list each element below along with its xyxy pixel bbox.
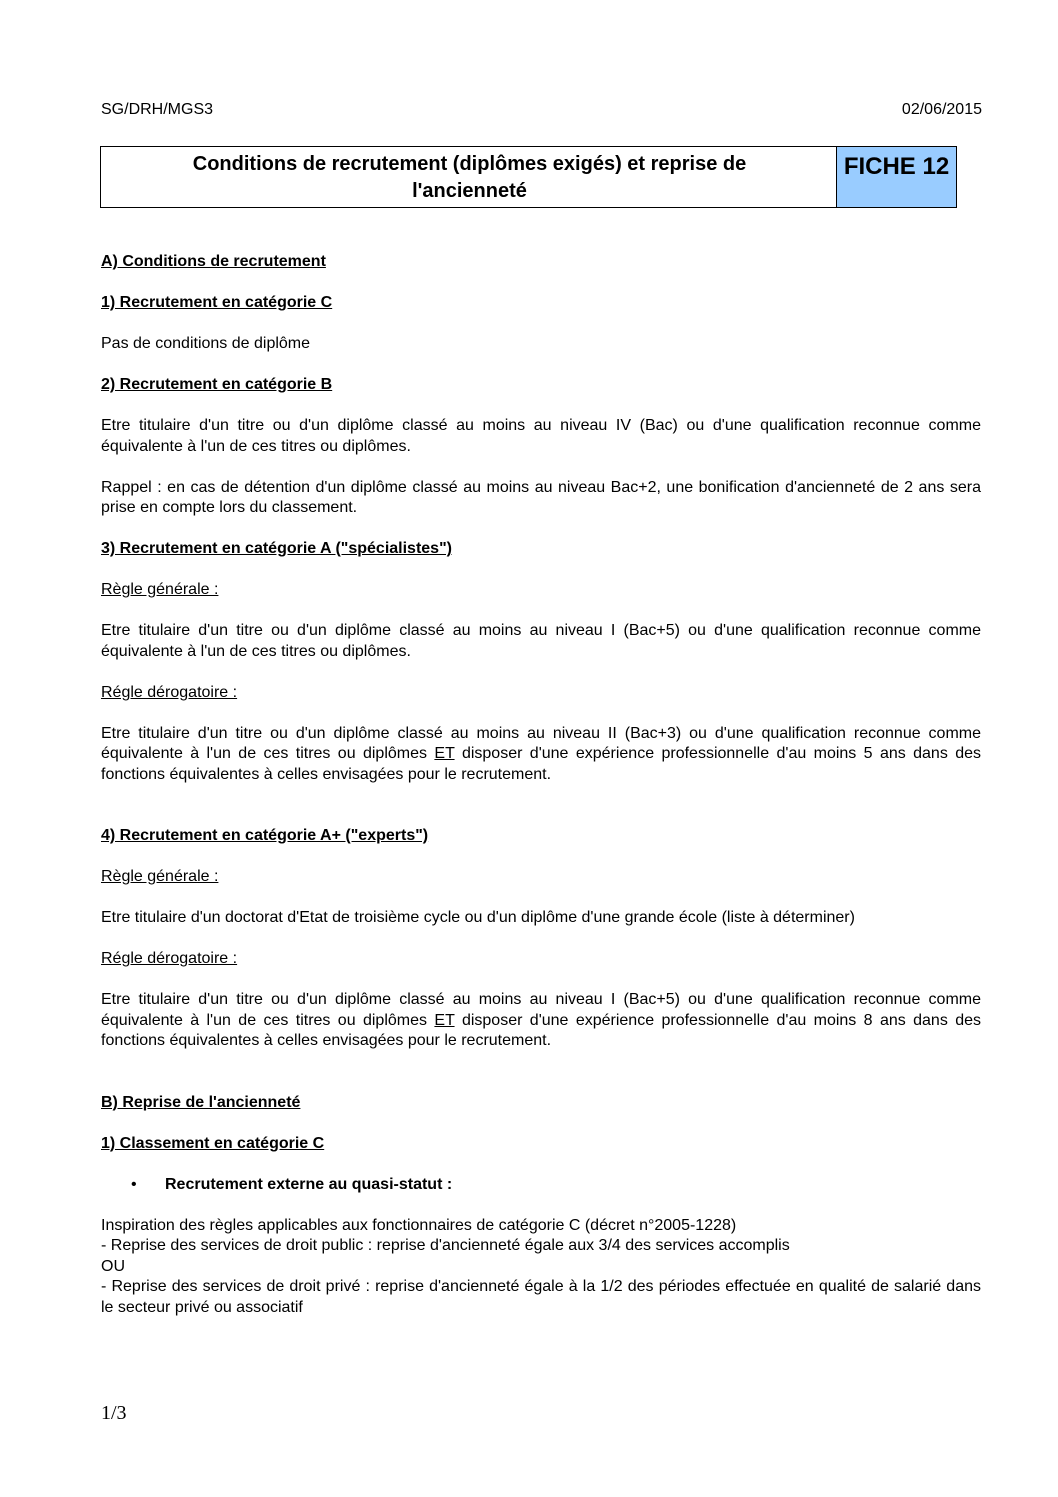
cat-b-paragraph-1: Etre titulaire d'un titre ou d'un diplôme classé au moins au niveau IV (Bac) ou d'une qualification reconnue comme équivalente à l'un de ces titres ou diplômes. [101, 417, 981, 455]
text-segment: Etre titulaire d'un titre ou d'un diplôme classé au moins au niveau II (Bac+3) ou d'une qualification reconnue comme équivalente à l'un de ces titres ou diplômes [101, 724, 981, 762]
et-emphasis: ET [434, 1011, 455, 1029]
line-or: OU [101, 1257, 125, 1275]
bullet-icon: • [131, 1175, 137, 1193]
cat-a-general-rule-label: Règle générale : [101, 581, 219, 598]
line-inspiration: Inspiration des règles applicables aux fonctionnaires de catégorie C (décret n°2005-1228) [101, 1216, 737, 1234]
document-body [101, 252, 981, 1318]
bullet-text: Recrutement externe au quasi-statut : [165, 1175, 453, 1193]
cat-a-derogatory-rule-text [101, 724, 981, 786]
cat-a-heading: 3) Recrutement en catégorie A ("spécialistes") [101, 540, 452, 557]
cat-c-heading: 1) Recrutement en catégorie C [101, 294, 333, 311]
et-emphasis: ET [434, 745, 455, 762]
classement-c-lines [101, 1216, 981, 1319]
title-line-2: l'ancienneté [412, 180, 527, 202]
cat-aplus-heading: 4) Recrutement en catégorie A+ ("experts") [101, 827, 429, 844]
line-private-services: - Reprise des services de droit privé : reprise d'ancienneté égale à la 1/2 des périodes effectuée en qualité de salarié dans le secteur privé ou associatif [101, 1278, 981, 1316]
header-date: 02/06/2015 [901, 101, 982, 118]
line-public-services: - Reprise des services de droit public : reprise d'ancienneté égale aux 3/4 des services accomplis [101, 1237, 790, 1254]
title-line-1: Conditions de recrutement (diplômes exigés) et reprise de [192, 153, 747, 175]
cat-aplus-derogatory-rule-text [101, 990, 981, 1052]
classement-c-heading: 1) Classement en catégorie C [101, 1134, 325, 1152]
section-b-heading: B) Reprise de l'ancienneté [101, 1093, 301, 1111]
cat-a-general-rule-text: Etre titulaire d'un titre ou d'un diplôme classé au moins au niveau I (Bac+5) ou d'une qualification reconnue comme équivalente à l'un de ces titres ou diplômes. [101, 622, 981, 660]
title-box [100, 146, 957, 208]
section-a-heading: A) Conditions de recrutement [101, 253, 326, 270]
fiche-tag: FICHE 12 [836, 147, 956, 207]
header-reference: SG/DRH/MGS3 [101, 101, 214, 118]
cat-b-heading: 2) Recrutement en catégorie B [101, 376, 333, 393]
cat-c-text: Pas de conditions de diplôme [101, 335, 311, 352]
cat-b-paragraph-2: Rappel : en cas de détention d'un diplôme classé au moins au niveau Bac+2, une bonification d'ancienneté de 2 ans sera prise en compte lors du classement. [101, 478, 981, 516]
cat-aplus-general-rule-text: Etre titulaire d'un doctorat d'Etat de troisième cycle ou d'un diplôme d'une grande école (liste à déterminer) [101, 909, 855, 926]
bullet-item [101, 1175, 981, 1196]
cat-aplus-general-rule-label: Règle générale : [101, 868, 219, 885]
page-number: 1/3 [101, 1402, 127, 1424]
text-segment: Etre titulaire d'un titre ou d'un diplôme classé au moins au niveau I (Bac+5) ou d'une qualification reconnue comme équivalente à l'un de ces titres ou diplômes [101, 991, 981, 1029]
cat-a-derogatory-rule-label: Régle dérogatoire : [101, 683, 238, 701]
cat-aplus-derogatory-rule-label: Régle dérogatoire : [101, 950, 238, 967]
text-segment: disposer d'une expérience professionnelle d'au moins 8 ans dans des fonctions équivalentes à celles envisagées pour le recrutement. [101, 1011, 982, 1049]
document-title [101, 151, 838, 205]
text-segment: disposer d'une expérience professionnelle d'au moins 5 ans dans des fonctions équivalentes à celles envisagées pour le recrutement. [101, 745, 982, 783]
